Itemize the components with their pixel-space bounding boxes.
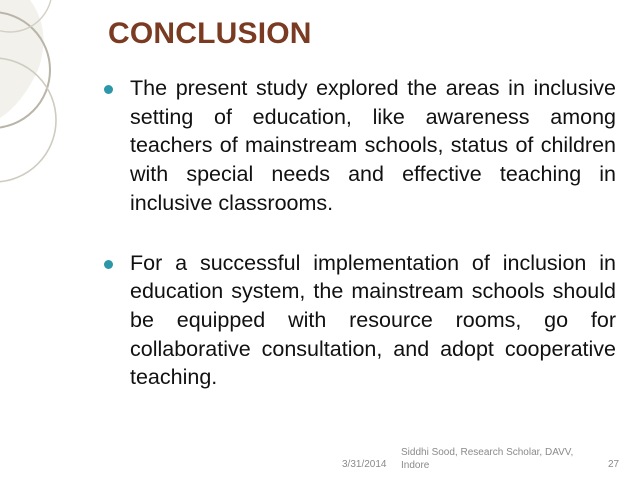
bullet-list	[104, 74, 616, 392]
footer-author: Siddhi Sood, Research Scholar, DAVV, Indore	[401, 447, 574, 471]
decorative-circles	[0, 0, 110, 220]
bullet-text: For a successful implementation of inclusion in education system, the mainstream schools should be equipped with resource rooms, go for collaborative consultation, and adopt cooperative teaching.	[130, 250, 616, 390]
slide-number: 27	[608, 459, 620, 470]
bullet-text: The present study explored the areas in inclusive setting of education, like awareness among teachers of mainstream schools, status of children with special needs and effective teaching in inclusive classrooms.	[130, 76, 616, 215]
bullet-item	[104, 74, 616, 218]
footer-date: 3/31/2014	[342, 459, 387, 470]
slide-title: CONCLUSION	[108, 17, 312, 50]
bullet-dot-icon	[104, 85, 113, 94]
bullet-item	[104, 249, 616, 393]
bullet-dot-icon	[104, 260, 113, 269]
